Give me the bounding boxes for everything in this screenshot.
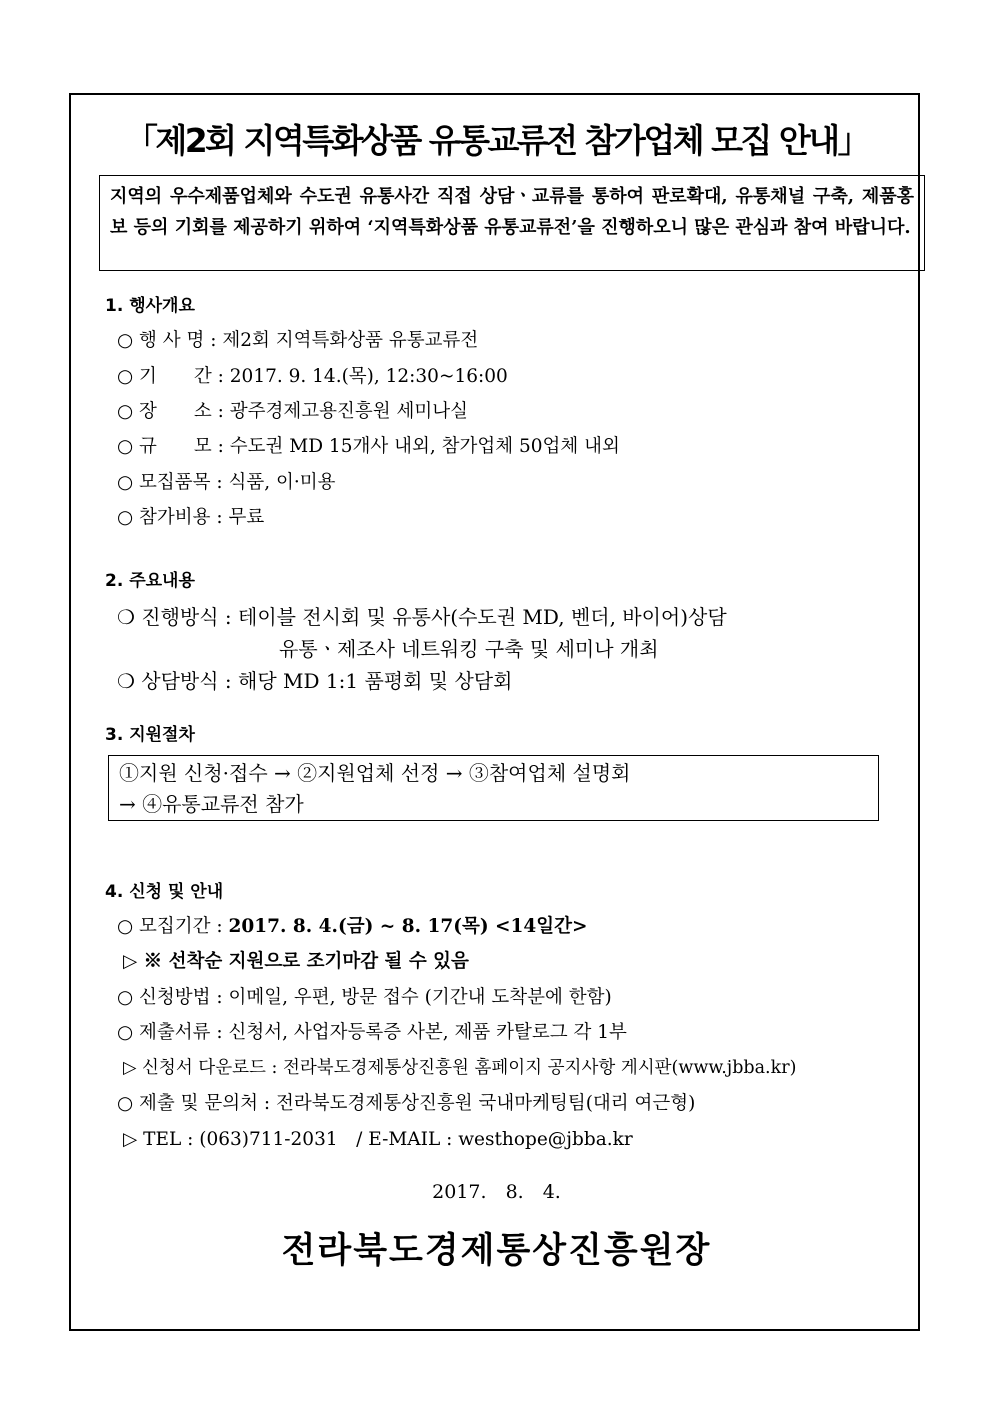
row-label: ○ 참가비용 : [117,507,223,528]
scale-row [117,432,620,458]
apply-method-row: ○ 신청방법 : 이메일, 우편, 방문 접수 (기간내 도착분에 한함) [117,987,612,1008]
procedure-line-1: ①지원 신청·접수 → ②지원업체 선정 → ③참여업체 설명회 [119,761,631,785]
row-value: 무료 [228,507,265,528]
items-row [117,468,336,494]
procedure-box [108,755,879,821]
contact-row: ○ 제출 및 문의처 : 전라북도경제통상진흥원 국내마케팅팀(대리 여근형) [117,1093,696,1114]
proceeding-row-line2: 유통ㆍ제조사 네트워킹 구축 및 세미나 개최 [279,637,659,661]
row-label: ○ 장 소 : [117,401,224,422]
row-label: ○ 모집기간 : [117,916,223,937]
section-1-heading: 1. 행사개요 [105,296,195,316]
row-label: ○ 기 간 : [117,366,224,387]
consulting-row [117,665,512,694]
row-value: 해당 MD 1:1 품평회 및 상담회 [238,669,513,693]
proceeding-row [117,601,727,630]
row-label: ○ 규 모 : [117,436,224,457]
procedure-line-2: → ④유통교류전 참가 [119,792,304,816]
row-value: 식품, 이·미용 [228,472,336,493]
documents-row: ○ 제출서류 : 신청서, 사업자등록증 사본, 제품 카탈로그 각 1부 [117,1022,627,1043]
download-row: ▷ 신청서 다운로드 : 전라북도경제통상진흥원 홈페이지 공지사항 게시판(www.jbba.kr) [123,1058,797,1078]
early-close-note: ▷ ※ 선착순 지원으로 조기마감 될 수 있음 [123,951,469,972]
venue-row [117,397,468,423]
row-label: ❍ 상담방식 : [117,669,232,693]
row-value: 광주경제고용진흥원 세미나실 [229,401,468,422]
period-row [117,362,508,388]
row-value: 제2회 지역특화상품 유통교류전 [222,330,479,351]
row-label: ○ 모집품목 : [117,472,223,493]
document-frame [69,93,920,1331]
intro-box: 지역의 우수제품업체와 수도권 유통사간 직접 상담ㆍ교류를 통하여 판로확대, 유통채널 구축, 제품홍보 등의 기회를 제공하기 위하여 ‘지역특화상품 유통교류전’을 진행하오니 많은 관심과 참여 바랍니다. [99,175,925,271]
document-date: 2017. 8. 4. [432,1181,561,1203]
fee-row [117,503,264,529]
section-2-heading: 2. 주요내용 [105,571,195,591]
recruit-period-row [117,912,588,938]
row-value: 2017. 9. 14.(목), 12:30~16:00 [229,366,508,387]
issuer-name: 전라북도경제통상진흥원장 [281,1231,712,1271]
row-value: 테이블 전시회 및 유통사(수도권 MD, 벤더, 바이어)상담 [238,605,727,629]
document-title: 「제2회 지역특화상품 유통교류전 참가업체 모집 안내」 [124,121,869,160]
tel-email-row: ▷ TEL : (063)711-2031 / E-MAIL : westhope@jbba.kr [123,1129,633,1150]
section-4-heading: 4. 신청 및 안내 [105,882,224,902]
event-name-row [117,326,478,352]
section-3-heading: 3. 지원절차 [105,725,195,745]
row-label: ❍ 진행방식 : [117,605,232,629]
row-value: 수도권 MD 15개사 내외, 참가업체 50업체 내외 [229,436,620,457]
row-value: 2017. 8. 4.(금) ~ 8. 17(목) <14일간> [228,916,588,937]
row-label: ○ 행 사 명 : [117,330,217,351]
